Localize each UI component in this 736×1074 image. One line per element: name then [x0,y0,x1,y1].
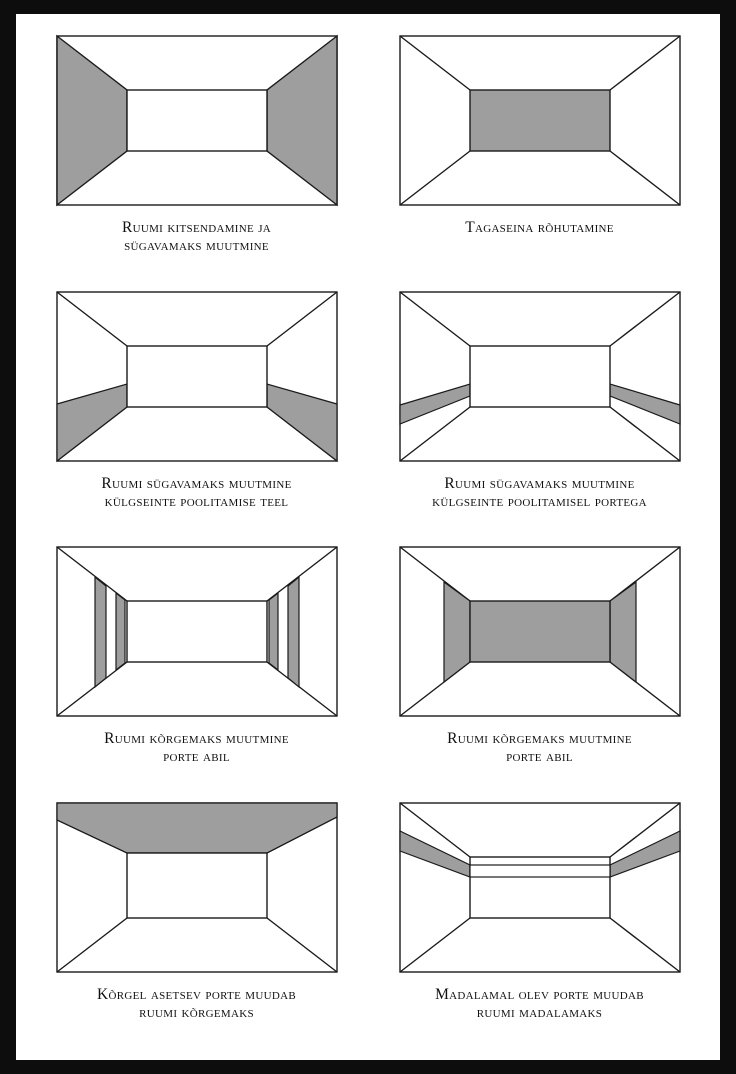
caption-line-1: Ruumi kõrgemaks muutmine [104,730,289,747]
figure-grid [28,28,708,1050]
caption-line-1: Tagaseina rõhutamine [465,219,614,236]
figure-caption-2 [465,219,614,237]
caption-line-2: sügavamaks muutmine [124,237,269,255]
figure-caption-7 [97,986,296,1023]
caption-line-1: Ruumi sügavamaks muutmine [444,474,635,492]
diagram-ceiling-band-high [49,795,345,980]
diagram-side-walls-vertical-stripes [49,539,345,724]
figure-cell-8 [371,795,708,1051]
figure-cell-6 [371,539,708,795]
caption-line-1: Kõrgel asetsev porte muudab [97,985,296,1003]
caption-line-2: porte abil [163,748,230,766]
figure-cell-5 [28,539,365,795]
caption-line-1: Madalamal olev porte muudab [435,985,644,1003]
diagram-side-walls-horizontal-band [392,284,688,469]
caption-line-1: Ruumi sügavamaks muutmine [101,474,292,492]
figure-caption-4 [432,475,647,512]
figure-caption-3 [101,475,291,512]
figure-cell-4 [371,284,708,540]
caption-line-2: ruumi kõrgemaks [139,1003,254,1021]
diagram-back-wall-shaded [392,28,688,213]
figure-caption-6 [447,730,632,767]
diagram-back-wall-vertical-panel [392,539,688,724]
diagram-side-walls-full-shaded [49,28,345,213]
caption-line-2: külgseinte poolitamise teel [104,492,289,510]
diagram-side-walls-lower-half-shaded [49,284,345,469]
diagram-ceiling-band-low [392,795,688,980]
figure-caption-8 [435,986,644,1023]
figure-caption-5 [104,730,289,767]
figure-cell-7 [28,795,365,1051]
caption-line-2: porte abil [506,748,573,766]
figure-cell-3 [28,284,365,540]
figure-cell-1 [28,28,365,284]
caption-line-2: külgseinte poolitamisel portega [432,492,647,510]
caption-line-2: ruumi madalamaks [476,1003,603,1021]
caption-line-1: Ruumi kitsendamine ja [121,219,272,236]
poster-sheet [16,14,720,1060]
figure-caption-1 [122,219,271,256]
caption-line-1: Ruumi kõrgemaks muutmine [447,730,632,747]
figure-cell-2 [371,28,708,284]
